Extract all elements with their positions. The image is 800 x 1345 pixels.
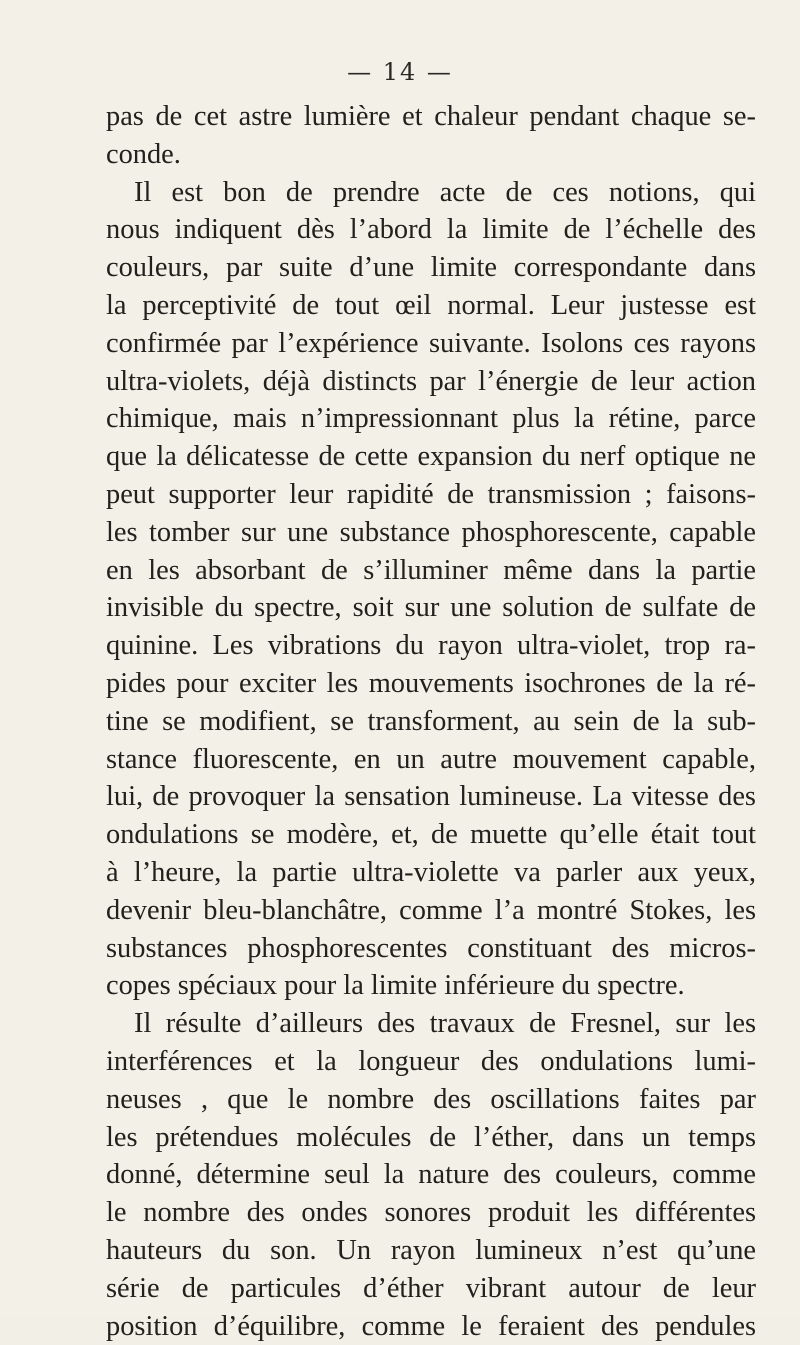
text-line: pas de cet astre lumière et chaleur pendant chaque se- xyxy=(106,98,756,136)
text-line: couleurs, par suite d’une limite correspondante dans xyxy=(106,249,756,287)
text-line: substances phosphorescentes constituant des micros- xyxy=(106,930,756,968)
text-line: les prétendues molécules de l’éther, dans un temps xyxy=(106,1119,756,1157)
text-line: interférences et la longueur des ondulations lumi- xyxy=(106,1043,756,1081)
page-number: — 14 — xyxy=(0,58,800,86)
text-line: nous indiquent dès l’abord la limite de l’échelle des xyxy=(106,211,756,249)
text-line: ultra-violets, déjà distincts par l’énergie de leur action xyxy=(106,363,756,401)
text-line: que la délicatesse de cette expansion du nerf optique ne xyxy=(106,438,756,476)
text-line: neuses , que le nombre des oscillations faites par xyxy=(106,1081,756,1119)
text-line: peut supporter leur rapidité de transmission ; faisons- xyxy=(106,476,756,514)
text-line: confirmée par l’expérience suivante. Isolons ces rayons xyxy=(106,325,756,363)
text-line: série de particules d’éther vibrant autour de leur xyxy=(106,1270,756,1308)
text-line: Il résulte d’ailleurs des travaux de Fresnel, sur les xyxy=(106,1005,756,1043)
text-line: les tomber sur une substance phosphorescente, capable xyxy=(106,514,756,552)
text-line: tine se modifient, se transforment, au sein de la sub- xyxy=(106,703,756,741)
text-line: pides pour exciter les mouvements isochrones de la ré- xyxy=(106,665,756,703)
text-line: hauteurs du son. Un rayon lumineux n’est qu’une xyxy=(106,1232,756,1270)
text-line: position d’équilibre, comme le feraient des pendules xyxy=(106,1308,756,1345)
text-line: devenir bleu-blanchâtre, comme l’a montré Stokes, les xyxy=(106,892,756,930)
body-text xyxy=(106,98,756,1345)
text-line: donné, détermine seul la nature des couleurs, comme xyxy=(106,1156,756,1194)
text-line: stance fluorescente, en un autre mouvement capable, xyxy=(106,741,756,779)
text-line: le nombre des ondes sonores produit les différentes xyxy=(106,1194,756,1232)
text-line: lui, de provoquer la sensation lumineuse. La vitesse des xyxy=(106,778,756,816)
text-line: conde. xyxy=(106,136,756,174)
text-line: quinine. Les vibrations du rayon ultra-violet, trop ra- xyxy=(106,627,756,665)
text-line: chimique, mais n’impressionnant plus la rétine, parce xyxy=(106,400,756,438)
text-line: copes spéciaux pour la limite inférieure du spectre. xyxy=(106,967,756,1005)
text-line: Il est bon de prendre acte de ces notions, qui xyxy=(106,174,756,212)
text-line: en les absorbant de s’illuminer même dans la partie xyxy=(106,552,756,590)
text-line: à l’heure, la partie ultra-violette va parler aux yeux, xyxy=(106,854,756,892)
text-line: invisible du spectre, soit sur une solution de sulfate de xyxy=(106,589,756,627)
text-line: la perceptivité de tout œil normal. Leur justesse est xyxy=(106,287,756,325)
text-line: ondulations se modère, et, de muette qu’elle était tout xyxy=(106,816,756,854)
